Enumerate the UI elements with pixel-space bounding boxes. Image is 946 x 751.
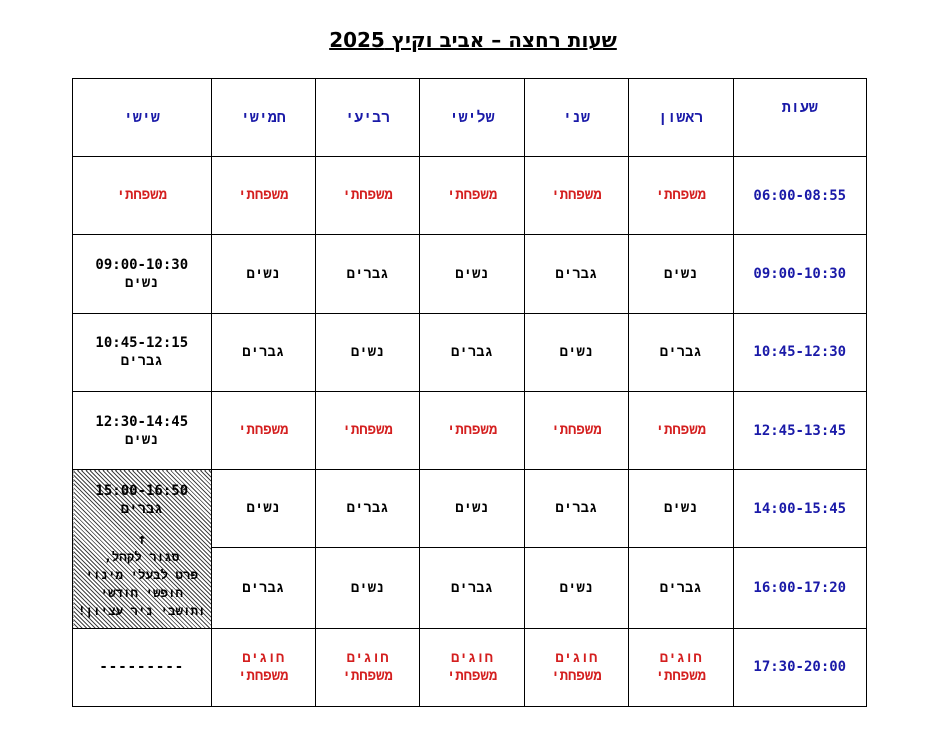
schedule-cell: נשים	[211, 470, 315, 548]
activity-label: חוגים	[242, 650, 285, 667]
header-hours: שעות	[733, 79, 867, 157]
friday-label: גברים	[120, 501, 163, 518]
page-title: שעות רחצה – אביב וקיץ 2025	[329, 28, 617, 52]
schedule-cell: משפחתי	[211, 157, 315, 235]
table-row	[73, 313, 867, 391]
activity-label: חוגים	[659, 650, 702, 667]
activity-label: חוגים	[451, 650, 494, 667]
schedule-cell: משפחתי	[629, 157, 733, 235]
activity-label: חוגים	[555, 650, 598, 667]
schedule-cell	[420, 628, 524, 706]
schedule-cell: משפחתי	[524, 391, 628, 469]
schedule-cell: גברים	[211, 548, 315, 628]
friday-label: נשים	[124, 431, 159, 448]
schedule-cell: נשים	[420, 470, 524, 548]
schedule-cell: משפחתי	[315, 391, 419, 469]
header-row	[73, 79, 867, 157]
arrow-up-icon: ↑	[137, 530, 147, 549]
family-label: משפחתי	[655, 668, 707, 685]
schedule-cell: גברים	[629, 313, 733, 391]
time-cell: 14:00-15:45	[733, 470, 867, 548]
note-line: ותושבי ניר עציון!	[77, 603, 206, 619]
schedule-cell: נשים	[211, 235, 315, 313]
schedule-cell: משפחתי	[315, 157, 419, 235]
schedule-cell: נשים	[420, 235, 524, 313]
schedule-cell: נשים	[315, 313, 419, 391]
friday-label: גברים	[120, 353, 163, 370]
table-row	[73, 235, 867, 313]
friday-cell	[73, 235, 212, 313]
activity-label: חוגים	[346, 650, 389, 667]
friday-time: 10:45-12:15	[95, 335, 189, 352]
schedule-cell: נשים	[315, 548, 419, 628]
family-label: משפחתי	[551, 668, 602, 685]
schedule-cell: גברים	[420, 548, 524, 628]
friday-cell	[73, 313, 212, 391]
time-cell: 16:00-17:20	[733, 548, 867, 628]
family-label: משפחתי	[342, 668, 393, 685]
friday-time: 09:00-10:30	[95, 257, 189, 274]
friday-time: 12:30-14:45	[95, 413, 189, 430]
friday-time: 15:00-16:50	[95, 483, 189, 500]
header-day-tuesday: שלישי	[420, 79, 524, 157]
header-day-wednesday: רביעי	[315, 79, 419, 157]
schedule-cell: נשים	[629, 235, 733, 313]
friday-cell	[73, 391, 212, 469]
friday-label: נשים	[124, 275, 159, 292]
table-row	[73, 628, 867, 706]
schedule-table	[72, 78, 867, 707]
schedule-cell: גברים	[211, 313, 315, 391]
schedule-cell: משפחתי	[524, 157, 628, 235]
schedule-cell: משפחתי	[420, 157, 524, 235]
table-row	[73, 391, 867, 469]
friday-cell: משפחתי	[73, 157, 212, 235]
note-line: סגור לקהל,	[104, 549, 180, 565]
friday-cell: ---------	[73, 628, 212, 706]
note-line: פרט לבעלי מינוי	[85, 567, 199, 583]
table-row	[73, 157, 867, 235]
schedule-cell: גברים	[524, 235, 628, 313]
header-day-thursday: חמישי	[211, 79, 315, 157]
header-day-sunday: ראשון	[629, 79, 733, 157]
schedule-cell: משפחתי	[629, 391, 733, 469]
schedule-cell: נשים	[524, 548, 628, 628]
time-cell: 06:00-08:55	[733, 157, 867, 235]
time-cell: 10:45-12:30	[733, 313, 867, 391]
schedule-cell: גברים	[315, 470, 419, 548]
schedule-cell	[315, 628, 419, 706]
time-cell: 17:30-20:00	[733, 628, 867, 706]
table-row	[73, 470, 867, 548]
schedule-cell: גברים	[524, 470, 628, 548]
schedule-cell: נשים	[629, 470, 733, 548]
schedule-cell	[629, 628, 733, 706]
closure-note	[73, 530, 211, 620]
schedule-cell: גברים	[315, 235, 419, 313]
time-cell: 09:00-10:30	[733, 235, 867, 313]
schedule-cell: נשים	[524, 313, 628, 391]
schedule-cell: גברים	[420, 313, 524, 391]
header-day-monday: שני	[524, 79, 628, 157]
schedule-cell: משפחתי	[211, 391, 315, 469]
header-day-friday: שישי	[73, 79, 212, 157]
family-label: משפחתי	[238, 668, 289, 685]
schedule-cell	[211, 628, 315, 706]
time-cell: 12:45-13:45	[733, 391, 867, 469]
note-line: חופשי חודשי	[100, 585, 184, 601]
schedule-cell: גברים	[629, 548, 733, 628]
family-label: משפחתי	[446, 668, 498, 685]
friday-closed-cell	[73, 470, 212, 628]
schedule-cell: משפחתי	[420, 391, 524, 469]
schedule-cell	[524, 628, 628, 706]
